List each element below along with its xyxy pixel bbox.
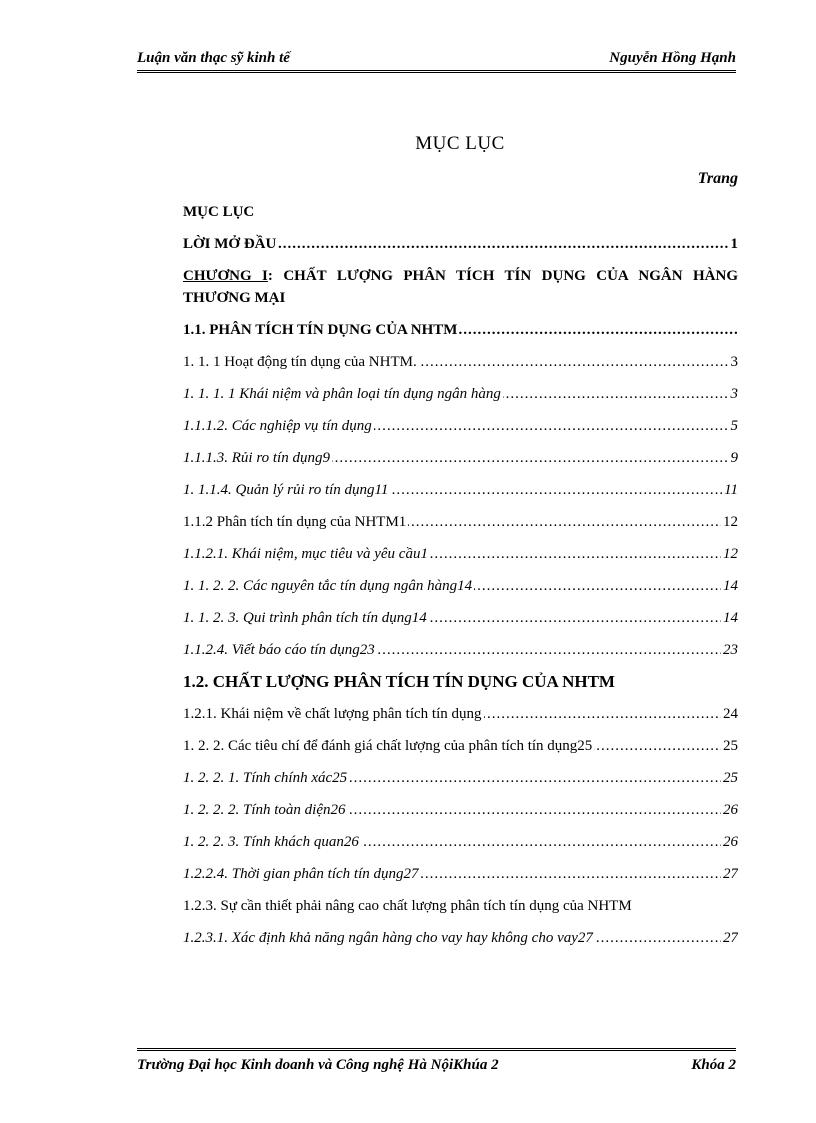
toc-item-page: 23 [721, 634, 738, 666]
toc-item-label: 1. 1. 2. 3. Qui trình phân tích tín dụng14 [183, 610, 427, 626]
toc-item-label: 1.1.2 Phân tích tín dụng của NHTM1 [183, 514, 407, 530]
footer-university: Trường Đại học Kinh doanh và Công nghệ Hà NộiKhúa 2 [137, 1057, 499, 1073]
chapter-number: CHƯƠNG I [183, 268, 268, 284]
toc-chapter-heading[interactable] [183, 260, 738, 314]
toc-item-label: 1. 2. 2. 3. Tính khách quan26 [183, 834, 359, 850]
header-thesis-type: Luận văn thạc sỹ kinh tế [137, 50, 290, 66]
toc-item[interactable] [183, 442, 738, 474]
toc-item-label: 1.1.1.3. Rủi ro tín dụng9 [183, 450, 330, 466]
toc-item[interactable] [183, 858, 738, 890]
toc-section-heading[interactable] [183, 666, 738, 698]
toc-item-page: 14 [721, 602, 738, 634]
toc-item-label: 1.2.2.4. Thời gian phân tích tín dụng27 [183, 866, 419, 882]
toc-item-page: 9 [729, 442, 739, 474]
toc-item[interactable] [183, 410, 738, 442]
page-header [137, 48, 736, 73]
table-of-contents [183, 196, 738, 954]
toc-item-label: 1. 2. 2. Các tiêu chí để đánh giá chất lượng của phân tích tín dụng25 [183, 738, 593, 754]
toc-item-label: 1.1. PHÂN TÍCH TÍN DỤNG CỦA NHTM [183, 322, 458, 338]
toc-item[interactable] [183, 890, 738, 922]
toc-item-label: MỤC LỤC [183, 204, 255, 220]
toc-item[interactable] [183, 570, 738, 602]
toc-item-page: 12 [721, 538, 738, 570]
page-column-label: Trang [697, 170, 738, 187]
toc-item[interactable] [183, 602, 738, 634]
toc-item-page: 3 [729, 346, 739, 378]
toc-item[interactable] [183, 826, 738, 858]
toc-item[interactable] [183, 378, 738, 410]
toc-item[interactable] [183, 228, 738, 260]
toc-item[interactable] [183, 314, 738, 346]
toc-item-label: 1.2. CHẤT LƯỢNG PHÂN TÍCH TÍN DỤNG CỦA NHTM [183, 672, 615, 691]
toc-item[interactable] [183, 730, 738, 762]
toc-item-label: 1.2.3. Sự cần thiết phải nâng cao chất lượng phân tích tín dụng của NHTM [183, 898, 632, 914]
toc-item-page: 25 [721, 730, 738, 762]
toc-item-page: 12 [721, 506, 738, 538]
toc-item-page: 27 [721, 922, 738, 954]
toc-item-label: 1. 1. 1 Hoạt động tín dụng của NHTM. [183, 354, 417, 370]
toc-item[interactable] [183, 196, 738, 228]
toc-item-label: 1.1.2.1. Khái niệm, mục tiêu và yêu cầu1 [183, 546, 428, 562]
toc-item-label: 1.2.3.1. Xác định khả năng ngân hàng cho vay hay không cho vay27 [183, 930, 593, 946]
toc-item[interactable] [183, 634, 738, 666]
toc-item-page: 27 [721, 858, 738, 890]
toc-item-page: 3 [729, 378, 739, 410]
toc-item-label: 1. 1.1.4. Quản lý rủi ro tín dụng11 [183, 482, 389, 498]
toc-item-label: 1.2.1. Khái niệm về chất lượng phân tích tín dụng [183, 706, 482, 722]
toc-item-page: 25 [721, 762, 738, 794]
chapter-title: : CHẤT LƯỢNG PHÂN TÍCH TÍN DỤNG CỦA NGÂN HÀNG THƯƠNG MẠI [183, 268, 738, 306]
toc-item-label: 1. 1. 1. 1 Khái niệm và phân loại tín dụng ngân hàng [183, 386, 501, 402]
toc-item-page: 26 [721, 826, 738, 858]
header-author: Nguyễn Hồng Hạnh [609, 50, 736, 66]
toc-item-label: 1. 2. 2. 1. Tính chính xác25 [183, 770, 348, 786]
page-title: MỤC LỤC [415, 133, 505, 154]
toc-item[interactable] [183, 474, 738, 506]
toc-item-page: 26 [721, 794, 738, 826]
toc-item-page: 14 [721, 570, 738, 602]
toc-item-label: 1.1.2.4. Viết báo cáo tín dụng23 [183, 642, 375, 658]
toc-item-page: 24 [721, 698, 738, 730]
footer-course: Khóa 2 [691, 1057, 736, 1073]
toc-item[interactable] [183, 762, 738, 794]
toc-item-label: 1.1.1.2. Các nghiệp vụ tín dụng [183, 418, 372, 434]
toc-item-page: 5 [729, 410, 739, 442]
toc-item[interactable] [183, 538, 738, 570]
toc-item[interactable] [183, 698, 738, 730]
toc-item[interactable] [183, 794, 738, 826]
toc-item-page: 11 [722, 474, 738, 506]
toc-item-label: 1. 2. 2. 2. Tính toàn diện26 [183, 802, 346, 818]
page-footer [137, 1048, 736, 1075]
toc-item[interactable] [183, 346, 738, 378]
toc-item-page: 1 [729, 228, 739, 260]
toc-item[interactable] [183, 922, 738, 954]
toc-item-label: 1. 1. 2. 2. Các nguyên tắc tín dụng ngân hàng14 [183, 578, 473, 594]
toc-item[interactable] [183, 506, 738, 538]
toc-item-label: LỜI MỞ ĐẦU [183, 236, 277, 252]
